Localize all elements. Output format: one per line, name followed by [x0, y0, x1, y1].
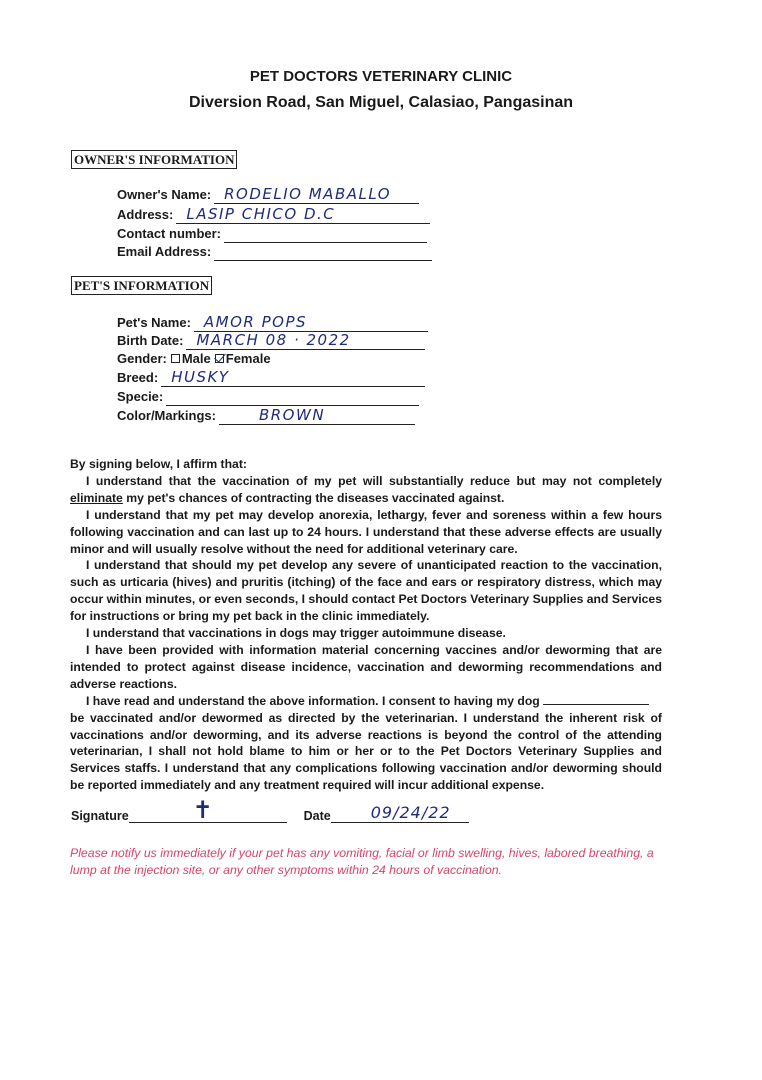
- color-markings-line[interactable]: [219, 406, 415, 425]
- p1-start: I understand that the vaccination of my pet will substantially reduce but may not completely: [86, 473, 662, 488]
- contact-number-line[interactable]: [224, 227, 427, 243]
- breed-value: HUSKY: [171, 368, 230, 386]
- signature-mark: ✝: [192, 796, 213, 824]
- consent-paragraph-2: I understand that my pet may develop anorexia, lethargy, fever and soreness within a few hours following vaccination and can last up to 24 hours. I understand that these adverse effects are usually minor and will usually resolve without the need for additional veterinary care.: [70, 507, 662, 556]
- contact-number-field[interactable]: [117, 225, 427, 243]
- birth-date-value: MARCH 08 · 2022: [196, 331, 351, 349]
- owner-name-line[interactable]: [214, 185, 419, 204]
- consent-paragraph-6-cont: be vaccinated and/or dewormed as directed by the veterinarian. I understand the inherent risk of vaccinations and/or deworming, and its adverse reactions is beyond the control of the attending veterinarian, I shall not hold blame to him or her or to the Pet Doctors Veterinary Supplies and Services staffs. I understand that any complications following vaccination and/or deworming should be reported immediately and any treatment required will incur additional expense.: [70, 710, 662, 793]
- pet-section-heading: PET'S INFORMATION: [71, 276, 212, 295]
- pet-name-label: Pet's Name:: [117, 315, 191, 330]
- consent-paragraph-5: I have been provided with information material concerning vaccines and/or deworming that are intended to protect against disease incidence, vaccination and deworming recommendations and adverse reactions.: [70, 642, 662, 691]
- signature-line[interactable]: [129, 796, 287, 824]
- owner-name-label: Owner's Name:: [117, 187, 212, 202]
- female-label: Female: [225, 351, 271, 366]
- consent-paragraph-3: I understand that should my pet develop any severe of unanticipated reaction to the vaccination, such as urticaria (hives) and pruritis (itching) of the face and ears or respiratory distress, which may occur within minutes, or even seconds, I should contact Pet Doctors Veterinary Supplies and Services for instructions or bring my pet back in the clinic immediately.: [70, 558, 662, 624]
- pet-name-value: AMOR POPS: [203, 313, 308, 331]
- consent-paragraph-6: [70, 693, 662, 710]
- color-markings-value: BROWN: [258, 406, 326, 424]
- date-value: 09/24/22: [370, 803, 451, 822]
- specie-label: Specie:: [117, 389, 164, 404]
- p6-start: I have read and understand the above information. I consent to having my dog: [86, 693, 540, 708]
- notify-notice: Please notify us immediately if your pet has any vomiting, facial or limb swelling, hives, labored breathing, a lump at the injection site, or any other symptoms within 24 hours of vaccination.: [70, 846, 654, 877]
- form-header: [0, 66, 762, 114]
- specie-line[interactable]: [166, 390, 419, 406]
- breed-line[interactable]: [161, 368, 425, 387]
- email-label: Email Address:: [117, 244, 212, 259]
- breed-label: Breed:: [117, 370, 159, 385]
- male-checkbox[interactable]: [171, 354, 180, 363]
- date-label: Date: [303, 809, 331, 823]
- gender-field: [117, 350, 271, 368]
- p1-underlined-word: eliminate: [70, 490, 123, 505]
- signature-row: [71, 796, 469, 824]
- consent-paragraph-4: I understand that vaccinations in dogs may trigger autoimmune disease.: [86, 626, 506, 641]
- email-field[interactable]: [117, 243, 432, 261]
- owner-section-heading: OWNER'S INFORMATION: [71, 150, 237, 169]
- contact-number-label: Contact number:: [117, 226, 221, 241]
- pet-name-line[interactable]: [194, 313, 428, 332]
- consent-paragraph-1: [70, 473, 662, 507]
- clinic-name: PET DOCTORS VETERINARY CLINIC: [249, 68, 513, 85]
- owner-name-field[interactable]: [117, 186, 419, 204]
- breed-field[interactable]: [117, 369, 425, 387]
- color-markings-label: Color/Markings:: [117, 408, 216, 423]
- birth-date-line[interactable]: [186, 331, 425, 350]
- pet-name-field[interactable]: [117, 314, 428, 332]
- address-label: Address:: [117, 207, 174, 222]
- gender-label: Gender:: [117, 351, 167, 366]
- specie-field[interactable]: [117, 388, 419, 406]
- male-label: Male: [181, 351, 211, 366]
- email-line[interactable]: [214, 245, 432, 261]
- female-checkbox-checked[interactable]: [215, 354, 224, 363]
- address-field[interactable]: [117, 206, 430, 224]
- dog-name-blank[interactable]: [543, 693, 649, 705]
- birth-date-label: Birth Date:: [117, 333, 184, 348]
- address-value: LASIP CHICO D.C: [186, 205, 336, 223]
- owner-name-value: RODELIO MABALLO: [224, 185, 392, 203]
- consent-text: [70, 456, 662, 794]
- color-markings-field[interactable]: [117, 407, 415, 425]
- date-line[interactable]: [331, 803, 469, 823]
- address-line[interactable]: [176, 205, 430, 224]
- signature-label: Signature: [71, 809, 129, 823]
- clinic-address: Diversion Road, San Miguel, Calasiao, Pangasinan: [188, 94, 574, 111]
- birth-date-field[interactable]: [117, 332, 425, 350]
- p1-end: my pet's chances of contracting the diseases vaccinated against.: [122, 490, 505, 505]
- consent-intro: By signing below, I affirm that:: [70, 457, 247, 471]
